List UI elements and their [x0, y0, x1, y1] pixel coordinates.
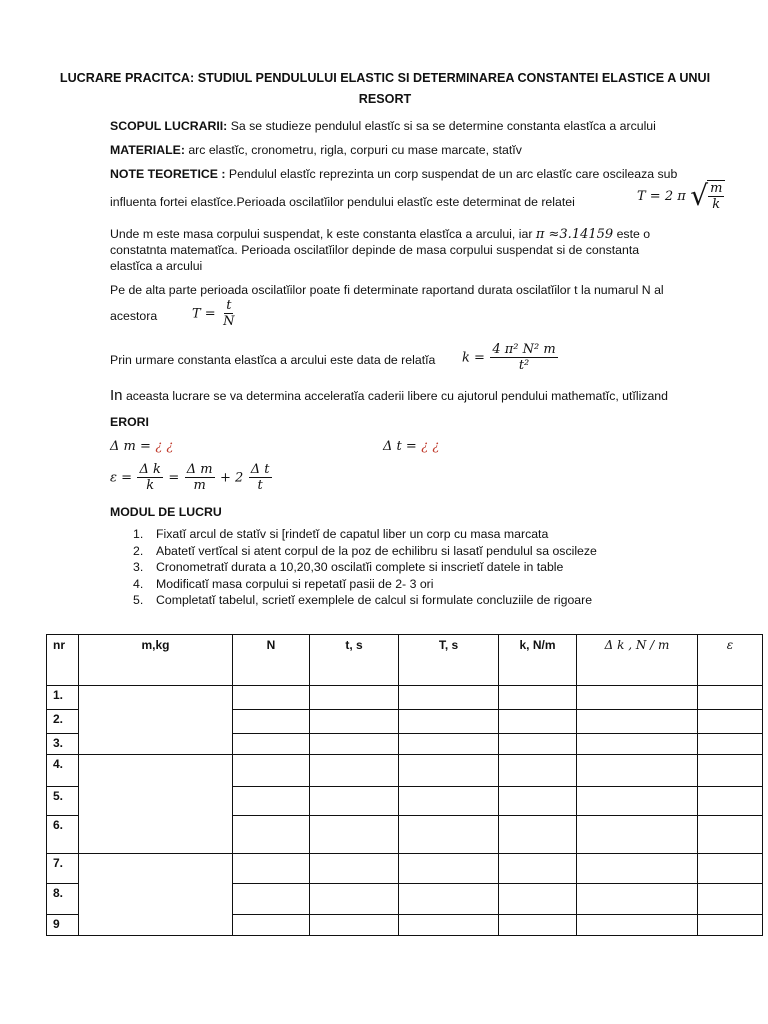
theory-text-1: Pendulul elastĭc reprezinta un corp suspendat de un arc elastĭc care oscileaza sub — [228, 167, 678, 181]
list-item: 3. Cronometratĭ durata a 10,20,30 oscilatĭi complete si inscrietĭ datele in table — [133, 560, 564, 574]
column-header: Δ k , N / m — [577, 635, 698, 686]
column-header: t, s — [310, 635, 399, 686]
unde-line-1: Unde m este masa corpului suspendat, k este constanta elastĭca a arcului, iar π ≈3.14159 este o — [110, 227, 651, 242]
table-row: 5. — [47, 787, 763, 816]
column-header: ε — [698, 635, 763, 686]
table-row: 4. — [47, 755, 763, 787]
results-table — [46, 634, 763, 936]
unde-line-2: constatnta matematĭca. Perioada oscilatĭilor depinde de masa corpului suspendat si de constanta — [110, 243, 640, 257]
list-item: 4. Modificatĭ masa corpului si repetatĭ pasii de 2- 3 ori — [133, 576, 434, 591]
table-row: 6. — [47, 816, 763, 854]
theory-line-1 — [110, 166, 677, 182]
missing-glyph-dt: ¿ ¿ — [421, 439, 440, 454]
period-formula-numerator: m — [710, 181, 723, 196]
k-formula: k = $\frac{\text{4 π² N² m}}{\text{t²}}$ — [462, 342, 556, 373]
method-heading: MODUL DE LUCRU — [110, 505, 222, 519]
radical-sign: √ — [690, 179, 709, 212]
mass-cell[interactable] — [79, 854, 233, 936]
table-row: 8. — [47, 884, 763, 915]
period-formula-denominator: k — [712, 197, 721, 212]
period-formula-lhs: T = 2 π — [637, 189, 686, 205]
scope-paragraph — [110, 118, 656, 134]
list-item: 1. Fixatĭ arcul de statĭv si [rindetĭ de capatul liber un corp cu masa marcata — [133, 527, 549, 541]
delta-t-formula: Δ t = ¿ ¿ — [383, 439, 440, 454]
mass-cell[interactable] — [79, 755, 233, 854]
column-header: m,kg — [79, 635, 233, 686]
delta-m-formula: Δ m = ¿ ¿ — [110, 439, 174, 454]
missing-glyph-dm: ¿ ¿ — [155, 439, 174, 454]
epsilon-formula: ε = $\frac{\text{Δ k}}{k}$ = $\frac{\text{Δ m}}{m}$ + 2 $\frac{\text{Δ t}}{t}$ — [110, 462, 270, 493]
steps-list — [133, 526, 597, 609]
alta-line-1: Pe de alta parte perioada oscilatĭilor poate fi determinate raportand durata oscilatĭilor t la numarul N al — [110, 283, 664, 297]
table-header-row — [47, 635, 763, 686]
materials-text: arc elastĭc, cronometru, rigla, corpuri cu mase marcate, statĭv — [188, 143, 522, 157]
scope-text: Sa se studieze pendulul elastĭc si sa se determine constanta elastĭca a arcului — [230, 119, 656, 133]
period-formula — [637, 180, 725, 212]
column-header: k, N/m — [499, 635, 577, 686]
materials-paragraph — [110, 142, 522, 158]
table-row: 2. — [47, 710, 763, 734]
table-row: 9 — [47, 915, 763, 936]
pi-value: π ≈3.14159 — [535, 227, 614, 242]
page-title: LUCRARE PRACITCA: STUDIUL PENDULULUI ELASTIC SI DETERMINAREA CONSTANTEI ELASTICE A UNUI RESORT — [59, 71, 711, 106]
scope-label: SCOPUL LUCRARII: — [110, 119, 228, 133]
table-row: 3. — [47, 734, 763, 755]
theory-line-2: influenta fortei elastĭce.Perioada oscilatĭilor pendului elastĭc este determinat de relatei — [110, 195, 575, 209]
column-header: N — [233, 635, 310, 686]
table-row: 1. — [47, 686, 763, 710]
period-time-formula: T = $\frac{t}{N}$ — [192, 298, 235, 329]
list-item: 2. Abatetĭ vertĭcal si atent corpul de la poz de echilibru si lasatĭ pendulul sa oscileze — [133, 543, 597, 558]
in-line: In aceasta lucrare se va determina acceleratĭa caderii libere cu ajutorul pendului mathematĭc, utĭlizand — [110, 387, 668, 404]
mass-cell[interactable] — [79, 686, 233, 755]
errors-heading: ERORI — [110, 415, 149, 429]
list-item: 5. Completatĭ tabelul, scrietĭ exemplele de calcul si formulate concluziile de rigoare — [133, 593, 593, 607]
alta-line-2: acestora — [110, 309, 158, 323]
sqrt-symbol — [690, 180, 725, 212]
unde-line-3: elastĭca a arcului — [110, 259, 203, 273]
column-header: nr — [47, 635, 79, 686]
prin-line: Prin urmare constanta elastĭca a arcului este data de relatĭa — [110, 353, 436, 367]
theory-label: NOTE TEORETICE : — [110, 167, 226, 181]
column-header: T, s — [399, 635, 499, 686]
table-row: 7. — [47, 854, 763, 884]
materials-label: MATERIALE: — [110, 143, 185, 157]
